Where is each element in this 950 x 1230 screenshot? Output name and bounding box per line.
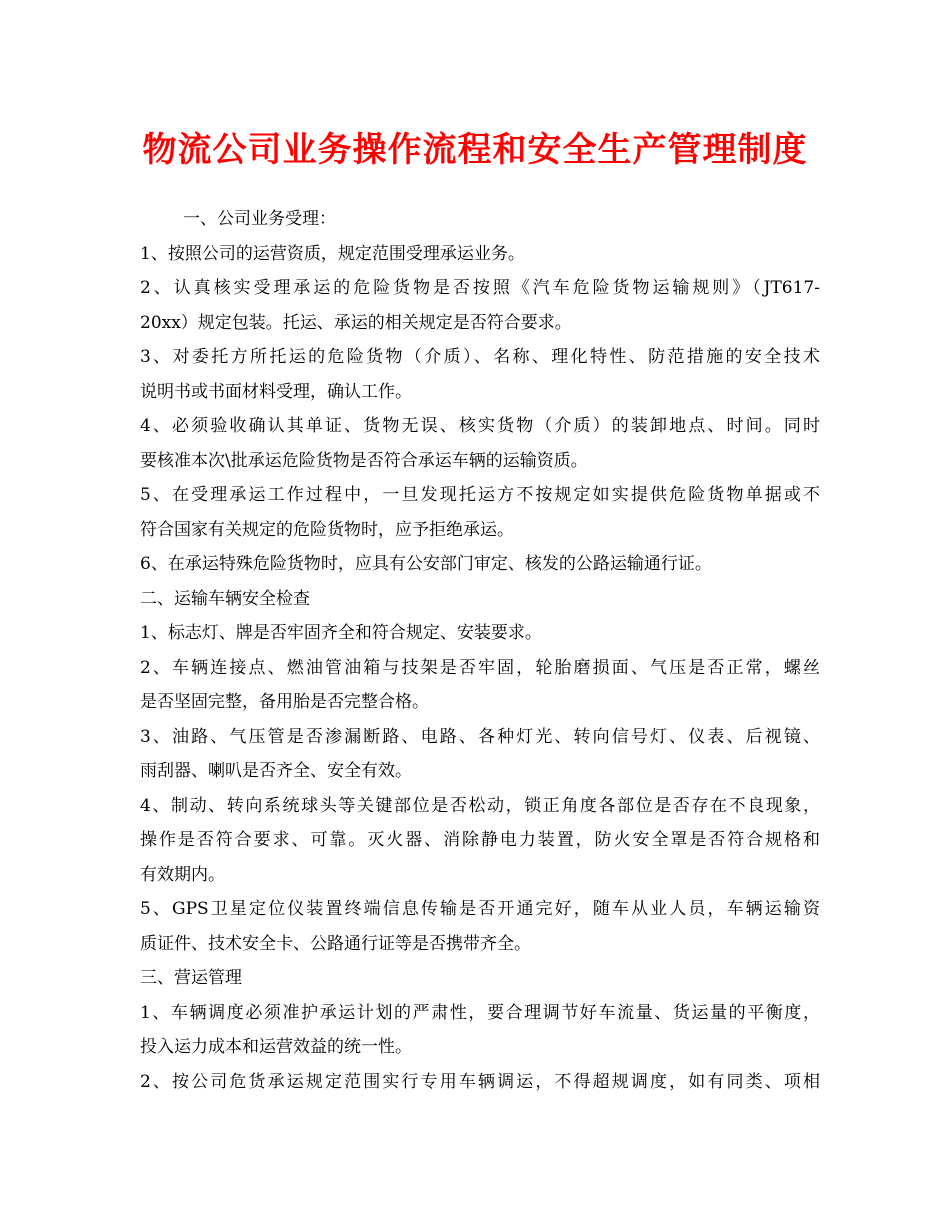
paragraph-line: 要核准本次\批承运危险货物是否符合承运车辆的运输资质。 (140, 450, 588, 471)
paragraph-line: 3、对委托方所托运的危险货物（介质）、名称、理化特性、防范措施的安全技术 (140, 347, 820, 367)
paragraph-line: 2、按公司危货承运规定范围实行专用车辆调运，不得超规调度，如有同类、项相 (140, 1071, 820, 1092)
paragraph-line: 4、制动、转向系统球头等关键部位是否松动，锁正角度各部位是否存在不良现象， (140, 795, 820, 816)
paragraph-line: 2、车辆连接点、燃油管油箱与技架是否牢固，轮胎磨损面、气压是否正常，螺丝 (140, 657, 820, 678)
paragraph-line: 符合国家有关规定的危险货物时，应予拒绝承运。 (140, 519, 514, 540)
section-heading: 二、运输车辆安全检查 (140, 588, 310, 609)
section-heading: 一、公司业务受理： (183, 209, 336, 229)
paragraph-line: 5、在受理承运工作过程中，一旦发现托运方不按规定如实提供危险货物单据或不 (140, 485, 820, 505)
paragraph-line: 1、按照公司的运营资质，规定范围受理承运业务。 (140, 243, 525, 264)
paragraph-line: 1、标志灯、牌是否牢固齐全和符合规定、安装要求。 (140, 623, 542, 643)
paragraph-line: 有效期内。 (140, 864, 225, 885)
paragraph-line: 6、在承运特殊危险货物时，应具有公安部门审定、核发的公路运输通行证。 (140, 554, 712, 574)
document-title: 物流公司业务操作流程和安全生产管理制度 (142, 130, 808, 170)
paragraph-line: 3、油路、气压管是否渗漏断路、电路、各种灯光、转向信号灯、仪表、后视镜、 (140, 726, 820, 747)
paragraph-line: 操作是否符合要求、可靠。灭火器、消除静电力装置，防火安全罩是否符合规格和 (140, 830, 820, 850)
paragraph-line: 1、车辆调度必须准护承运计划的严肃性，要合理调节好车流量、货运量的平衡度， (140, 1002, 820, 1023)
paragraph-line: 说明书或书面材料受理，确认工作。 (140, 381, 412, 402)
document-body (140, 202, 820, 1099)
paragraph-line: 雨刮器、喇叭是否齐全、安全有效。 (140, 761, 412, 781)
paragraph-line: 质证件、技术安全卡、公路通行证等是否携带齐全。 (140, 933, 531, 954)
paragraph-line: 投入运力成本和运营效益的统一性。 (140, 1037, 412, 1057)
paragraph-line: 2、认真核实受理承运的危险货物是否按照《汽车危险货物运输规则》（JT617- (140, 278, 820, 298)
paragraph-line: 20xx）规定包装。托运、承运的相关规定是否符合要求。 (140, 312, 572, 333)
section-heading: 三、营运管理 (140, 968, 242, 988)
paragraph-line: 4、必须验收确认其单证、货物无误、核实货物（介质）的装卸地点、时间。同时 (140, 416, 820, 436)
paragraph-line: 是否坚固完整，备用胎是否完整合格。 (140, 692, 429, 712)
paragraph-line: 5、GPS卫星定位仪装置终端信息传输是否开通完好，随车从业人员，车辆运输资 (140, 899, 820, 919)
